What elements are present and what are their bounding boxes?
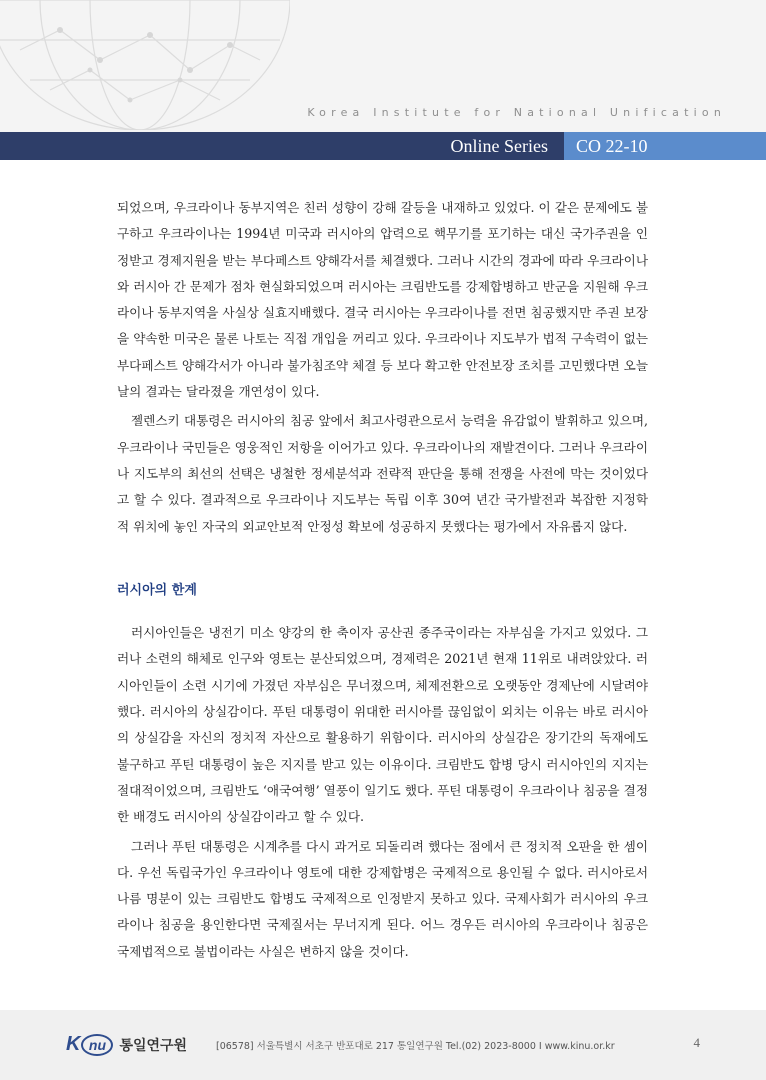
logo-oval: nu	[81, 1034, 113, 1056]
series-code-box	[564, 132, 766, 160]
main-content	[117, 195, 648, 965]
institute-name: Korea Institute for National Unification	[307, 106, 726, 119]
paragraph: 되었으며, 우크라이나 동부지역은 친러 성향이 강해 갈등을 내재하고 있었다. 이 같은 문제에도 불구하고 우크라이나는 1994년 미국과 러시아의 압력으로 핵무기를 포기하는 대신 국가주권을 인정받고 경제지원을 받는 부다페스트 양해각서를 체결했다. 그러나 시간의 경과에 따라 우크라이나와 러시아 간 문제가 점차 현실화되었으며 러시아는 크림반도를 강제합병하고 반군을 지원해 우크라이나 동부지역을 사실상 실효지배했다. 결국 러시아는 우크라이나를 전면 침공했지만 주권 보장을 약속한 미국은 물론 나토는 직접 개입을 꺼리고 있다. 우크라이나 지도부가 법적 구속력이 없는 부다페스트 양해각서가 아니라 불가침조약 체결 등 보다 확고한 안전보장 조치를 고민했다면 오늘날의 결과는 달라졌을 개연성이 있다.	[117, 200, 648, 400]
series-bar	[0, 132, 766, 160]
page-number: 4	[693, 1035, 700, 1050]
footer-address: [06578] 서울특별시 서초구 반포대로 217 통일연구원 Tel.(02) 2023-8000 I www.kinu.or.kr	[216, 1041, 615, 1052]
header-decoration	[0, 0, 766, 132]
logo-name: 통일연구원	[119, 1037, 188, 1054]
section-title: 러시아의 한계	[117, 582, 197, 598]
series-label: Online Series	[450, 136, 548, 156]
paragraph: 러시아인들은 냉전기 미소 양강의 한 축이자 공산권 종주국이라는 자부심을 가지고 있었다. 그러나 소련의 해체로 인구와 영토는 분산되었으며, 경제력은 2021년 현재 11위로 내려앉았다. 러시아인들이 소련 시기에 가졌던 자부심은 무너졌으며, 체제전환으로 오랫동안 경제난에 시달려야 했다. 러시아의 상실감이다. 푸틴 대통령이 위대한 러시아를 끊임없이 외치는 이유는 바로 러시아의 상실감을 자신의 정치적 자산으로 활용하기 위함이다. 러시아의 상실감은 장기간의 독재에도 불구하고 푸틴 대통령이 높은 지지를 받고 있는 이유이다. 크림반도 합병 당시 러시아인의 지지는 절대적이었으며, 크림반도 ‘애국여행’ 열풍이 일기도 했다. 푸틴 대통령이 우크라이나 침공을 결정한 배경도 러시아의 상실감이라고 할 수 있다.	[117, 625, 648, 825]
paragraph: 젤렌스키 대통령은 러시아의 침공 앞에서 최고사령관으로서 능력을 유감없이 발휘하고 있으며, 우크라이나 국민들은 영웅적인 저항을 이어가고 있다. 우크라이나의 재발견이다. 그러나 우크라이나 지도부의 최선의 선택은 냉철한 정세분석과 전략적 판단을 통해 전쟁을 사전에 막는 것이었다고 할 수 있다. 결과적으로 우크라이나 지도부는 독립 이후 30여 년간 국가발전과 복잡한 지정학적 위치에 놓인 자국의 외교안보적 안정성 확보에 성공하지 못했다는 평가에서 자유롭지 않다.	[117, 413, 648, 534]
globe-network-graphic	[0, 0, 290, 130]
series-code: CO 22-10	[576, 136, 648, 156]
logo-letter: K	[66, 1033, 81, 1055]
page-footer	[0, 1010, 766, 1080]
paragraph: 그러나 푸틴 대통령은 시계추를 다시 과거로 되돌리려 했다는 점에서 큰 정치적 오판을 한 셈이다. 우선 독립국가인 우크라이나 영토에 대한 강제합병은 국제적으로 용인될 수 없다. 러시아로서 나름 명분이 있는 크림반도 합병도 국제적으로 인정받지 못하고 있다. 국제사회가 러시아의 우크라이나 침공을 용인한다면 국제질서는 무너지게 된다. 어느 경우든 러시아의 우크라이나 침공은 국제법적으로 불법이라는 사실은 변하지 않을 것이다.	[117, 838, 648, 959]
kinu-logo	[66, 1033, 187, 1056]
